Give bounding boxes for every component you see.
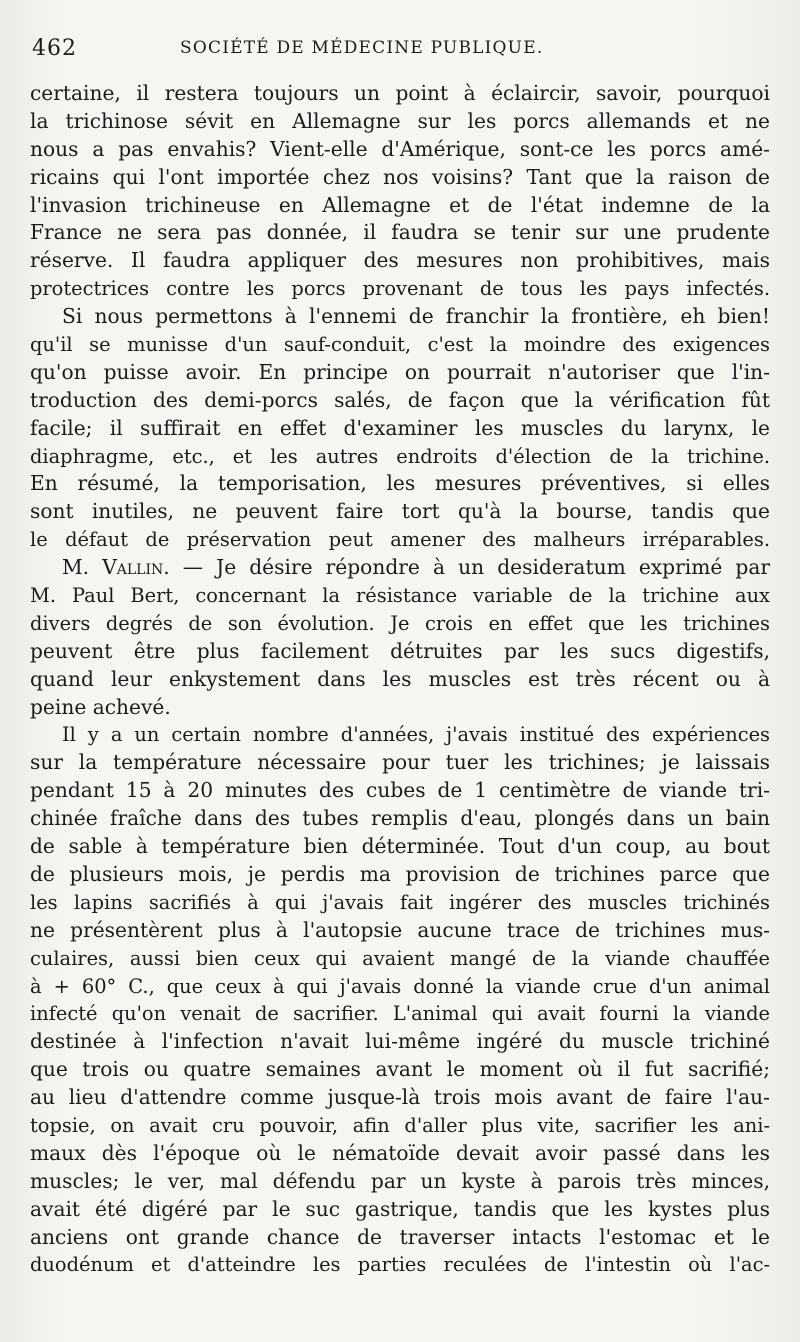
text-line: facile; il suffirait en effet d'examiner les muscles du larynx, le xyxy=(30,415,770,440)
text-line: ricains qui l'ont importée chez nos voisins? Tant que la raison de xyxy=(30,164,770,189)
text-line: divers degrés de son évolution. Je crois en effet que les trichines xyxy=(30,611,770,635)
text-line: le défaut de préservation peut amener des malheurs irréparables. xyxy=(30,528,770,552)
text-line: la trichinose sévit en Allemagne sur les porcs allemands et ne xyxy=(30,108,770,133)
text-line: peuvent être plus facilement détruites par les sucs digestifs, xyxy=(30,638,770,663)
text-line: En résumé, la temporisation, les mesures préventives, si elles xyxy=(30,471,770,496)
text-line: maux dès l'époque où le nématoïde devait avoir passé dans les xyxy=(30,1140,770,1165)
text-line: muscles; le ver, mal défendu par un kyste à parois très minces, xyxy=(30,1168,770,1193)
speaker-name: M. Vallin. xyxy=(62,555,170,580)
text-line: Si nous permettons à l'ennemi de franchir la frontière, eh bien! xyxy=(62,304,770,329)
text-line: topsie, on avait cru pouvoir, afin d'aller plus vite, sacrifier les ani- xyxy=(30,1113,770,1137)
text-line: qu'on puisse avoir. En principe on pourrait n'autoriser que l'in- xyxy=(30,359,770,384)
text-line: duodénum et d'atteindre les parties reculées de l'intestin où l'ac- xyxy=(30,1253,770,1277)
text-line: sur la température nécessaire pour tuer les trichines; je laissais xyxy=(30,750,770,775)
text-line: l'invasion trichineuse en Allemagne et de l'état indemne de la xyxy=(30,192,770,217)
text-line: destinée à l'infection n'avait lui-même ingéré du muscle trichiné xyxy=(30,1029,770,1054)
text-line: les lapins sacrifiés à qui j'avais fait ingérer des muscles trichinés xyxy=(30,890,770,914)
text-line: de sable à température bien déterminée. Tout d'un coup, au bout xyxy=(30,834,770,859)
text-line: ne présentèrent plus à l'autopsie aucune trace de trichines mus- xyxy=(30,917,770,942)
text-line: protectrices contre les porcs provenant de tous les pays infectés. xyxy=(30,277,770,301)
text-line: infecté qu'on venait de sacrifier. L'animal qui avait fourni la viande xyxy=(30,1002,770,1026)
text-line: diaphragme, etc., et les autres endroits d'élection de la trichine. xyxy=(30,444,770,468)
text-line: avait été digéré par le suc gastrique, tandis que les kystes plus xyxy=(30,1196,770,1221)
text-line: troduction des demi-porcs salés, de façon que la vérification fût xyxy=(30,387,770,412)
text-line: pendant 15 à 20 minutes des cubes de 1 centimètre de viande tri- xyxy=(30,778,770,803)
text-line: de plusieurs mois, je perdis ma provision de trichines parce que xyxy=(30,861,770,886)
speaker-line xyxy=(30,554,770,582)
text-line: peine achevé. xyxy=(30,694,171,719)
text-line: certaine, il restera toujours un point à éclaircir, savoir, pourquoi xyxy=(30,81,770,105)
text-line: Il y a un certain nombre d'années, j'avais institué des expériences xyxy=(62,723,770,747)
text-line: à + 60° C., que ceux à qui j'avais donné la viande crue d'un animal xyxy=(30,974,770,998)
text-line: France ne sera pas donnée, il faudra se tenir sur une prudente xyxy=(30,220,770,245)
text-line: sont inutiles, ne peuvent faire tort qu'à la bourse, tandis que xyxy=(30,499,770,524)
text-line: que trois ou quatre semaines avant le moment où il fut sacrifié; xyxy=(30,1057,770,1082)
text-line: anciens ont grande chance de traverser intacts l'estomac et le xyxy=(30,1224,770,1249)
page-header xyxy=(30,36,770,76)
text-line: M. Paul Bert, concernant la résistance variable de la trichine aux xyxy=(30,584,770,608)
text-line: nous a pas envahis? Vient-elle d'Amérique, sont-ce les porcs amé- xyxy=(30,136,770,161)
text-line: chinée fraîche dans des tubes remplis d'eau, plongés dans un bain xyxy=(30,806,770,831)
text-line: réserve. Il faudra appliquer des mesures non prohibitives, mais xyxy=(30,248,770,273)
text-line: quand leur enkystement dans les muscles est très récent ou à xyxy=(30,666,770,691)
text-line: qu'il se munisse d'un sauf-conduit, c'est la moindre des exigences xyxy=(30,333,770,357)
text-line: au lieu d'attendre comme jusque-là trois mois avant de faire l'au- xyxy=(30,1085,770,1110)
page-number: 462 xyxy=(32,36,77,61)
speaker-line-text: — Je désire répondre à un desideratum exprimé par xyxy=(182,555,770,580)
running-head: SOCIÉTÉ DE MÉDECINE PUBLIQUE. xyxy=(180,38,544,58)
text-line: culaires, aussi bien ceux qui avaient mangé de la viande chauffée xyxy=(30,946,770,970)
body-text xyxy=(30,80,770,1279)
